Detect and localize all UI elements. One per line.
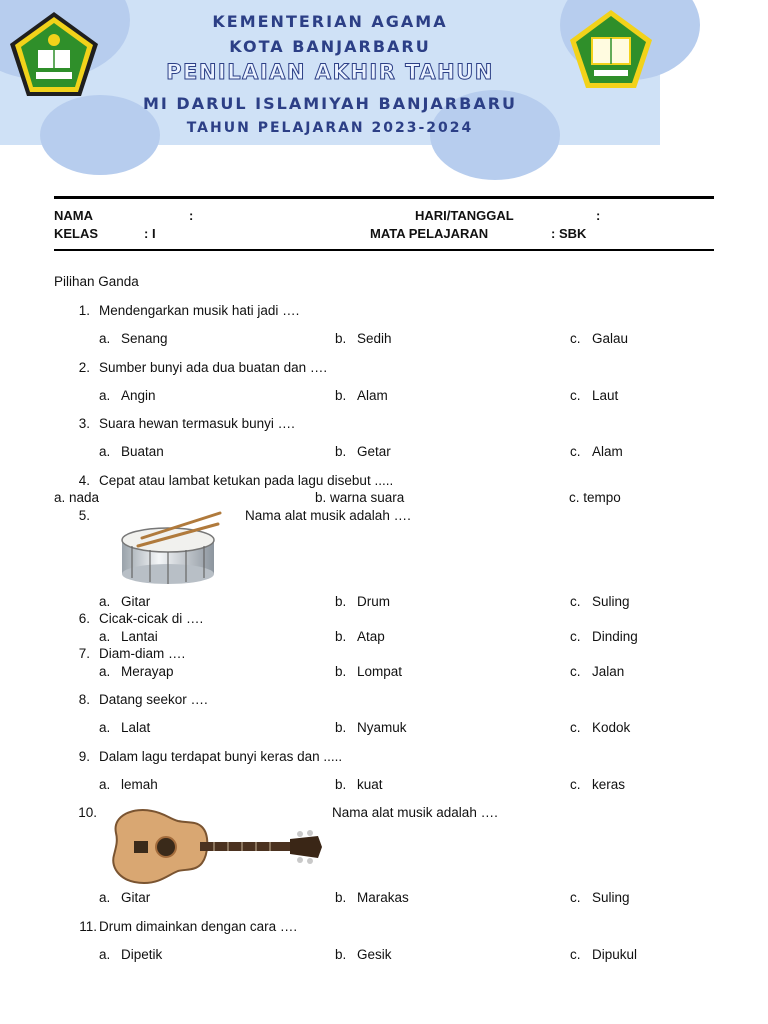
hari-colon: : (596, 208, 601, 223)
kelas-label: KELAS (54, 226, 99, 241)
option-a (99, 388, 156, 403)
question-text: Suara hewan termasuk bunyi …. (99, 416, 295, 431)
option-letter: b. (335, 331, 347, 346)
option-letter: a. (99, 720, 111, 735)
mapel-label: MATA PELAJARAN (370, 226, 489, 241)
option-text: Dipukul (592, 947, 638, 962)
question-text: Cicak-cicak di …. (99, 611, 204, 626)
header-banner (0, 0, 660, 145)
option-text: Gitar (121, 594, 151, 609)
option-b: b. warna suara (315, 490, 405, 505)
option-text: Kodok (592, 720, 631, 735)
school-name: MI DARUL ISLAMIYAH BANJARBARU (142, 94, 518, 113)
exam-title: PENILAIAN AKHIR TAHUN (166, 60, 494, 84)
question-number: 10. (78, 805, 97, 820)
option-a (99, 890, 150, 905)
option-text: Lompat (357, 664, 403, 679)
header-divider-bottom (54, 249, 714, 251)
option-text: Atap (357, 629, 385, 644)
option-b (335, 947, 392, 962)
question-text: Drum dimainkan dengan cara …. (99, 919, 298, 934)
option-letter: a. (99, 594, 111, 609)
question-text: Datang seekor …. (99, 692, 208, 707)
option-text: Drum (357, 594, 390, 609)
option-text: Lantai (121, 629, 158, 644)
option-b (335, 444, 391, 459)
option-letter: a. (99, 388, 111, 403)
header-line-1: KEMENTERIAN AGAMA (212, 12, 448, 31)
option-c (570, 331, 628, 346)
option-a (99, 594, 150, 609)
option-letter: c. (570, 947, 581, 962)
option-letter: c. (570, 890, 581, 905)
kelas-value: : I (144, 226, 156, 241)
question-number: 1. (78, 303, 90, 318)
option-text: Gesik (357, 947, 392, 962)
option-letter: b. (335, 664, 347, 679)
option-b (335, 664, 402, 679)
option-c (570, 777, 625, 792)
option-text: keras (592, 777, 626, 792)
question-number: 2. (78, 360, 90, 375)
option-text: Gitar (121, 890, 151, 905)
option-letter: b. (335, 777, 347, 792)
option-letter: b. (335, 629, 347, 644)
option-text: Senang (121, 331, 168, 346)
question-text: Sumber bunyi ada dua buatan dan …. (99, 360, 328, 375)
option-text: Galau (592, 331, 629, 346)
option-letter: c. (570, 388, 581, 403)
option-letter: b. (335, 594, 347, 609)
question-number: 11. (79, 919, 97, 934)
question-text: Nama alat musik adalah …. (332, 805, 498, 820)
option-text: kuat (357, 777, 383, 792)
option-b (335, 388, 388, 403)
option-letter: c. (570, 594, 581, 609)
option-text: Alam (592, 444, 623, 459)
option-text: Merayap (121, 664, 174, 679)
option-letter: b. (335, 890, 347, 905)
option-text: Marakas (357, 890, 409, 905)
option-text: Dinding (592, 629, 638, 644)
option-letter: a. (99, 947, 111, 962)
option-text: Buatan (121, 444, 164, 459)
question-number: 7. (78, 646, 90, 661)
question-text: Diam-diam …. (99, 646, 186, 661)
option-a: a. nada (54, 490, 100, 505)
option-a (99, 331, 168, 346)
option-letter: a. (99, 444, 111, 459)
snare-drum-image (112, 510, 224, 588)
header-divider-top (54, 196, 714, 199)
option-letter: c. (570, 629, 581, 644)
option-letter: c. (570, 444, 581, 459)
question-number: 5. (78, 508, 90, 523)
option-c (570, 444, 623, 459)
nama-label: NAMA (54, 208, 93, 223)
option-a (99, 444, 164, 459)
option-b (335, 629, 385, 644)
question-number: 6. (78, 611, 90, 626)
question-text: Cepat atau lambat ketukan pada lagu disebut ..... (99, 473, 394, 488)
option-c (570, 720, 630, 735)
mapel-value: : SBK (551, 226, 587, 241)
option-letter: c. (570, 720, 581, 735)
option-a (99, 629, 158, 644)
option-b (335, 777, 383, 792)
option-c (570, 947, 637, 962)
option-a (99, 947, 162, 962)
question-number: 4. (78, 473, 90, 488)
option-letter: a. (99, 777, 111, 792)
school-year: TAHUN PELAJARAN 2023-2024 (186, 120, 474, 136)
option-text: Lalat (121, 720, 151, 735)
option-c (570, 388, 618, 403)
option-text: Jalan (592, 664, 625, 679)
option-text: lemah (121, 777, 158, 792)
option-b (335, 890, 409, 905)
option-letter: b. (335, 947, 347, 962)
option-letter: b. (335, 388, 347, 403)
option-letter: c. (570, 331, 581, 346)
acoustic-guitar-image (104, 803, 326, 889)
option-letter: a. (99, 629, 111, 644)
option-letter: b. (335, 444, 347, 459)
option-b (335, 720, 407, 735)
option-b (335, 331, 392, 346)
option-letter: c. (570, 777, 581, 792)
option-text: Dipetik (121, 947, 163, 962)
option-text: Sedih (357, 331, 392, 346)
option-a (99, 720, 150, 735)
option-text: Angin (121, 388, 156, 403)
question-text: Mendengarkan musik hati jadi …. (99, 303, 300, 318)
hari-label: HARI/TANGGAL (415, 208, 514, 223)
question-number: 9. (78, 749, 90, 764)
option-letter: a. (99, 664, 111, 679)
option-text: Getar (357, 444, 391, 459)
header-line-2: KOTA BANJARBARU (229, 37, 431, 56)
question-number: 8. (78, 692, 90, 707)
option-b (335, 594, 390, 609)
option-letter: a. (99, 331, 111, 346)
option-text: Alam (357, 388, 388, 403)
option-a (99, 777, 158, 792)
option-letter: b. (335, 720, 347, 735)
option-text: Suling (592, 890, 630, 905)
option-c (570, 629, 638, 644)
option-c (570, 594, 630, 609)
question-number: 3. (78, 416, 90, 431)
option-text: Suling (592, 594, 630, 609)
option-text: Nyamuk (357, 720, 407, 735)
option-text: Laut (592, 388, 619, 403)
nama-colon: : (189, 208, 194, 223)
option-c (570, 664, 624, 679)
question-text: Nama alat musik adalah …. (245, 508, 411, 523)
option-c (570, 890, 630, 905)
option-letter: c. (570, 664, 581, 679)
question-text: Dalam lagu terdapat bunyi keras dan ..... (99, 749, 343, 764)
option-c: c. tempo (569, 490, 621, 505)
section-title: Pilihan Ganda (54, 274, 139, 289)
option-a (99, 664, 174, 679)
option-letter: a. (99, 890, 111, 905)
